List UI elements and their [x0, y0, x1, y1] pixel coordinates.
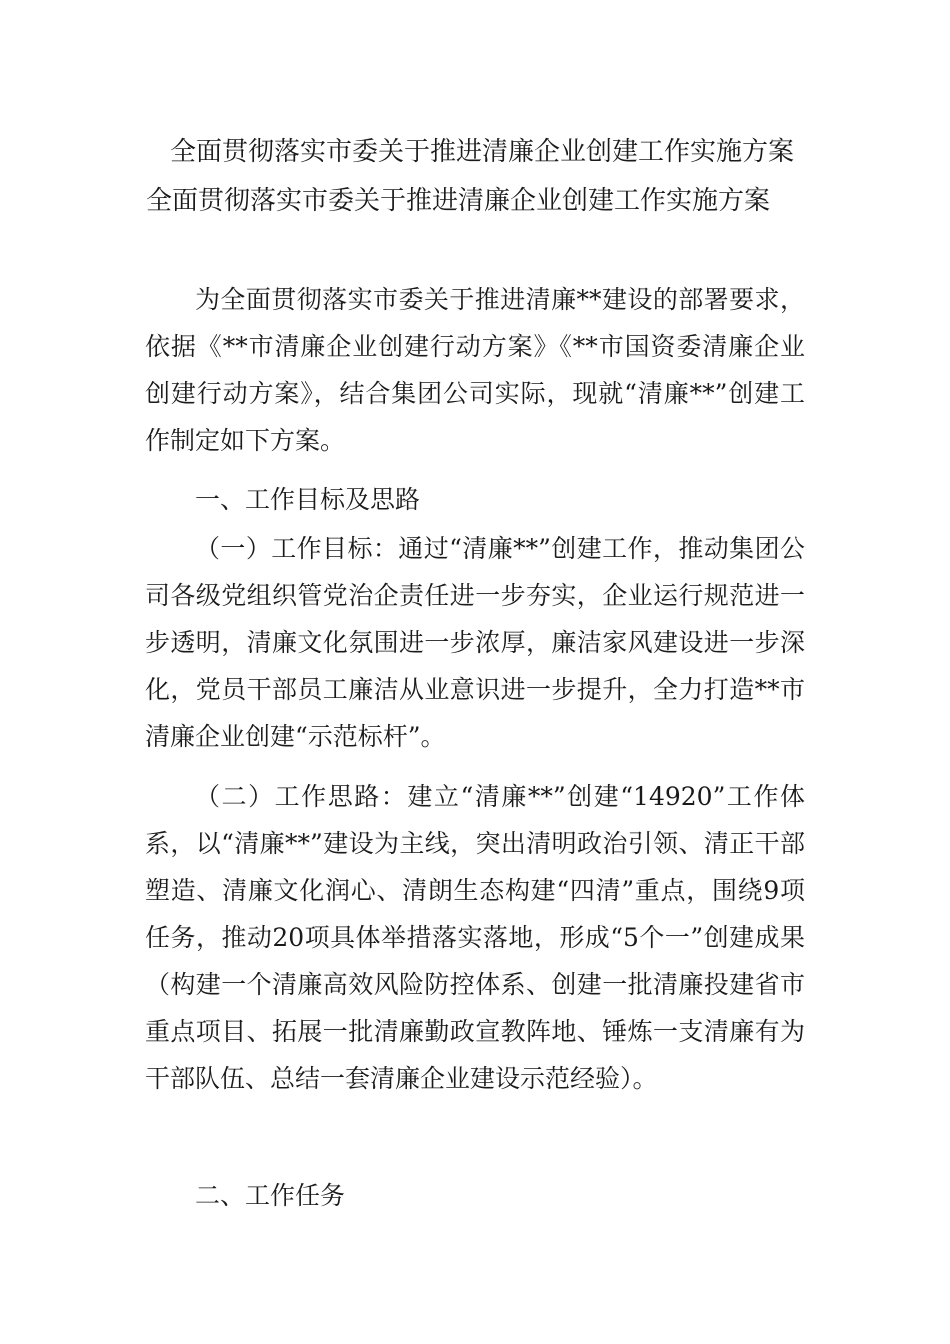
document-title-line-1: 全面贯彻落实市委关于推进清廉企业创建工作实施方案 [170, 137, 795, 167]
section-1-approach-paragraph: （二）工作思路：建立“清廉**”创建“14920”工作体系，以“清廉**”建设为主线，突出清明政治引领、清正干部塑造、清廉文化润心、清朗生态构建“四清”重点，围绕9项任务，推动20项具体举措落实落地，形成“5个一”创建成果（构建一个清廉高效风险防控体系、创建一批清廉投建省市重点项目、拓展一批清廉勤政宣教阵地、锤炼一支清廉有为干部队伍、总结一套清廉企业建设示范经验）。 [145, 782, 805, 1093]
intro-paragraph: 为全面贯彻落实市委关于推进清廉**建设的部署要求，依据《**市清廉企业创建行动方案》《**市国资委清廉企业创建行动方案》，结合集团公司实际，现就“清廉**”创建工作制定如下方案。 [145, 285, 805, 455]
section-1-heading: 一、工作目标及思路 [195, 485, 421, 514]
section-1-goal-paragraph: （一）工作目标：通过“清廉**”创建工作，推动集团公司各级党组织管党治企责任进一步夯实，企业运行规范进一步透明，清廉文化氛围进一步浓厚，廉洁家风建设进一步深化，党员干部员工廉洁从业意识进一步提升，全力打造**市清廉企业创建“示范标杆”。 [145, 534, 805, 751]
section-2-heading: 二、工作任务 [195, 1181, 346, 1210]
document-title-line-2: 全面贯彻落实市委关于推进清廉企业创建工作实施方案 [146, 186, 771, 216]
